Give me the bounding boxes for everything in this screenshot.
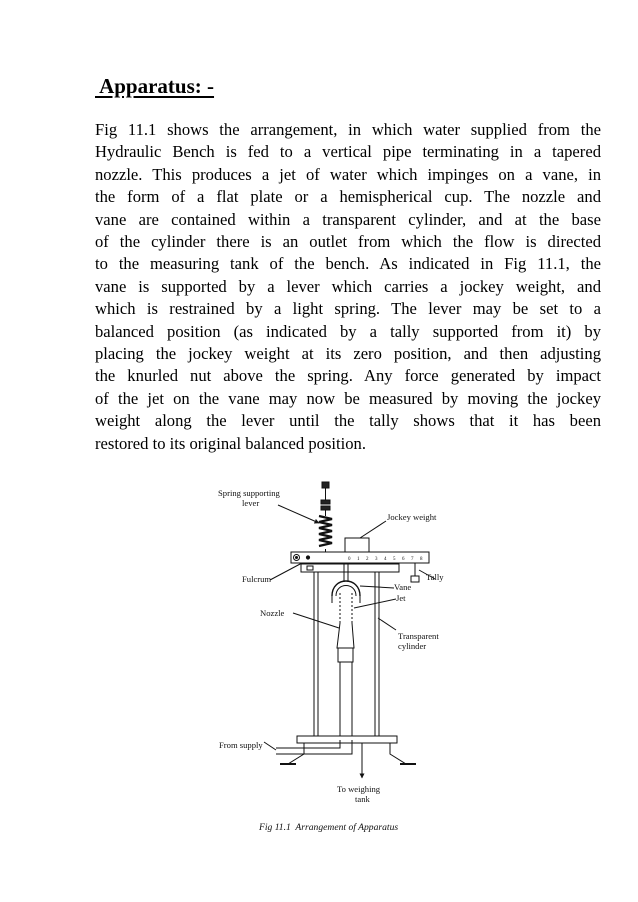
paragraph-line: vane are contained within a transparent cylinder, and at the base (95, 209, 601, 229)
scale-tick-label: 5 (393, 557, 396, 562)
paragraph-line: the knurled nut above the spring. Any force generated by impact (95, 366, 601, 386)
jet (340, 593, 352, 623)
scale-tick-label: 6 (402, 557, 405, 562)
apparatus-diagram (200, 478, 470, 808)
label-transparent: Transparent (398, 631, 439, 641)
label-vane: Vane (394, 582, 412, 592)
label-cylinder: cylinder (398, 641, 427, 651)
paragraph-line: weight along the lever until the tally shows that it has been (95, 411, 601, 431)
label-jet: Jet (396, 593, 406, 603)
lever-scale (348, 557, 423, 562)
lever (291, 552, 429, 563)
label-spring-supporting-lever: lever (242, 498, 260, 508)
paragraph-line: of the cylinder there is an outlet from which the flow is directed (95, 232, 601, 252)
label-jockey-weight: Jockey weight (387, 512, 437, 522)
paragraph-line: of the jet on the vane may now be measured by moving the jockey (95, 388, 601, 408)
label-fulcrum: Fulcrum (242, 574, 272, 584)
label-tank: tank (355, 794, 370, 804)
knurled-nut (322, 482, 329, 488)
scale-tick-label: 0 (348, 557, 351, 562)
scale-tick-label: 7 (411, 557, 414, 562)
nozzle (337, 623, 354, 648)
leg-right (390, 743, 406, 764)
section-heading: Apparatus: - (95, 74, 215, 98)
label-spring-supporting: Spring supporting (218, 488, 280, 498)
paragraph-line: Hydraulic Bench is fed to a vertical pipe terminating in a tapered (95, 142, 601, 162)
label-tally: Tally (426, 572, 444, 582)
paragraph-line: balanced position (as indicated by a tally supported from it) by (95, 321, 601, 341)
scale-tick-label: 8 (420, 557, 423, 562)
paragraph-line: the form of a flat plate or a hemispherical cup. The nozzle and (95, 187, 601, 207)
paragraph-line: vane is supported by a lever which carries a jockey weight, and (95, 276, 601, 296)
scale-tick-label: 2 (366, 557, 369, 562)
figure-caption: Fig 11.1 Arrangement of Apparatus (259, 822, 399, 833)
base-plate (297, 736, 397, 743)
paragraph-line: to the measuring tank of the bench. As indicated in Fig 11.1, the (95, 254, 601, 274)
paragraph-line: which is restrained by a light spring. The lever may be set to a (95, 299, 601, 319)
spring (319, 516, 332, 546)
paragraph-line: placing the jockey weight at its zero position, and then adjusting (95, 344, 601, 364)
label-nozzle: Nozzle (260, 608, 285, 618)
label-from-supply: From supply (219, 740, 263, 750)
scale-tick-label: 1 (357, 557, 360, 562)
jockey-weight (345, 538, 369, 552)
scale-tick-label: 4 (384, 557, 387, 562)
paragraph-line: restored to its original balanced position. (95, 433, 366, 453)
apparatus-paragraph (95, 119, 601, 455)
paragraph-line: Fig 11.1 shows the arrangement, in which water supplied from the (95, 120, 601, 139)
top-plate (301, 564, 399, 572)
apparatus-figure (200, 478, 470, 808)
scale-tick-label: 3 (375, 557, 378, 562)
paragraph-line: nozzle. This produces a jet of water which impinges on a vane, in (95, 164, 601, 184)
label-to-weighing: To weighing (337, 784, 381, 794)
